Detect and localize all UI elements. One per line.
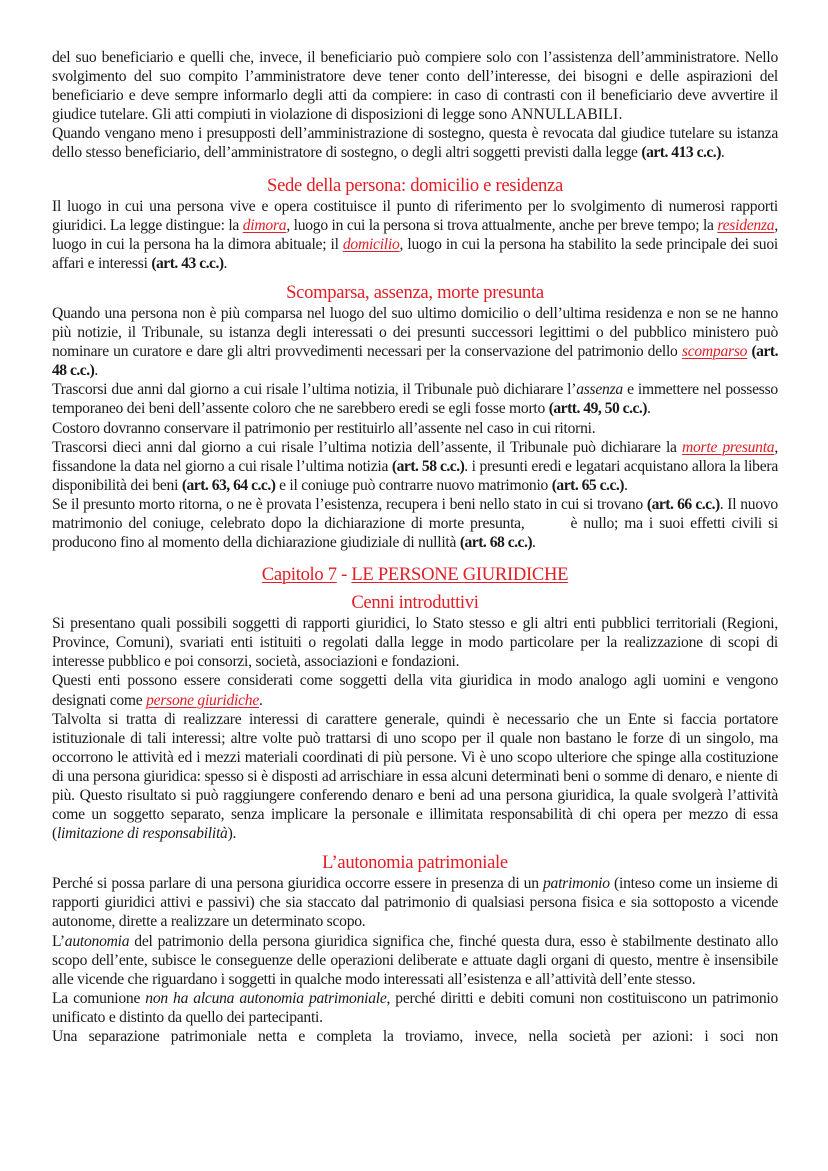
section-heading-scomparsa: Scomparsa, assenza, morte presunta: [286, 281, 544, 303]
text: e il coniuge può contrarre nuovo matrimonio: [275, 476, 552, 494]
paragraph: [52, 380, 778, 418]
term-link-persone-giuridiche[interactable]: persone giuridiche: [146, 691, 259, 709]
text: Una separazione patrimoniale netta e completa la troviamo, invece, nella società per azioni: i soci non: [52, 1028, 778, 1046]
spacer: [52, 843, 778, 852]
text: Questi enti possono essere considerati come soggetti della vita giuridica in modo analogo agli uomini e vengono designati come: [52, 672, 778, 709]
text: .: [259, 691, 263, 709]
emphasis: non ha alcuna autonomia patrimoniale: [145, 989, 387, 1007]
text: .: [623, 476, 628, 494]
text: .: [720, 144, 725, 162]
text: Quando una persona non è più comparsa nel luogo del suo ultimo domicilio o dell’ultima residenza e non se ne hanno più notizie, il Tribunale, su istanza degli interessati o dei presunti successori legittimi o del pubblico ministero può nominare un curatore e dare gli altri provvedimenti necessari per la conservazione del patrimonio dello: [52, 304, 778, 361]
chapter-name: LE PERSONE GIURIDICHE: [351, 564, 569, 586]
text: , luogo in cui la persona ha stabilito la sede principale dei suoi affari e interessi: [52, 235, 778, 272]
paragraph: [52, 304, 778, 380]
text: (inteso come un insieme di rapporti giuridici attivi e passivi) che sia staccato dal patrimonio di qualsiasi persona fisica e sia sottoposto a vicende autonome, dirette a realizzare un determinato scopo.: [52, 875, 778, 931]
article-reference: (art. 58 c.c.): [391, 457, 465, 475]
paragraph: [52, 495, 778, 552]
document-page: [52, 48, 778, 1046]
text: del suo beneficiario e quelli che, invece, il beneficiario può compiere solo con l’assistenza dell’amministratore. Nello svolgimento del suo compito l’amministratore deve tener conto dell’interesse, dei bisogni e delle aspirazioni del beneficiario e deve sempre informarlo degli atti da compiere: in caso di contrasti con il beneficiario deve avvertire il giudice tutelare. Gli atti compiuti in violazione di disposizioni di legge sono: [52, 49, 778, 124]
text: Perché si possa parlare di una persona giuridica occorre essere in presenza di un: [52, 875, 543, 893]
chapter-label: Capitolo 7: [261, 564, 337, 586]
text: .: [94, 362, 98, 380]
paragraph: [52, 614, 778, 671]
article-reference: (art. 48 c.c.): [52, 343, 778, 380]
term-link-domicilio[interactable]: domicilio: [342, 235, 400, 253]
chapter-separator: -: [336, 564, 352, 586]
paragraph: [52, 932, 778, 989]
text: è nullo; ma i suoi effetti civili si producono fino al momento della dichiarazione giudiziale di nullità: [52, 514, 778, 552]
paragraph: [52, 197, 778, 273]
text: L’: [52, 932, 65, 950]
text: ).: [227, 825, 237, 843]
text: , luogo in cui la persona si trova attualmente, anche per breve tempo; la: [286, 216, 718, 234]
article-reference: (art. 66 c.c.): [646, 495, 720, 513]
text: Talvolta si tratta di realizzare interessi di carattere generale, quindi è necessario che un Ente si faccia portatore istituzionale di tali interessi; altre volte può trattarsi di uno scopo per il quale non bastano le forze di un singolo, ma occorrono le attività ed i mezzi materiali coordinati di più persone. Vi è uno scopo ulteriore che spinge alla costituzione di una persona giuridica: spesso si è disposti ad arrischiare in essa alcuni determinati beni o somme di denaro, e niente di più. Questo risultato si può raggiungere conferendo denaro e beni ad una persona giuridica, la quale svolgerà l’attività come un soggetto separato, senza implicare la personale e illimitata responsabilità di chi opera per mezzo di essa (: [52, 710, 778, 843]
term-link-residenza[interactable]: residenza: [717, 216, 775, 234]
section-heading-cenni: Cenni introduttivi: [351, 592, 479, 614]
term-link-morte-presunta[interactable]: morte presunta: [681, 438, 775, 456]
paragraph: [52, 671, 778, 709]
article-reference: (art. 43 c.c.): [151, 254, 224, 272]
text: Trascorsi dieci anni dal giorno a cui risale l’ultima notizia dell’assente, il Tribunale può dichiarare la: [52, 438, 682, 456]
text: La comunione: [52, 989, 146, 1007]
paragraph: [52, 438, 778, 495]
paragraph: [52, 1027, 778, 1046]
paragraph: [52, 124, 778, 162]
term-link-scomparso[interactable]: scomparso: [681, 343, 748, 361]
text: .: [647, 400, 651, 418]
spacer: [52, 273, 778, 282]
emphasis: patrimonio: [543, 875, 610, 893]
text: Costoro dovranno conservare il patrimonio per restituirlo all’assente nel caso in cui ritorni.: [52, 419, 596, 437]
text: , perché diritti e debiti comuni non costituiscono un patrimonio unificato e distinto da quello dei partecipanti.: [52, 989, 778, 1026]
article-reference: (art. 65 c.c.): [551, 476, 624, 494]
article-reference: (art. 63, 64 c.c.): [181, 476, 276, 494]
emphasis: assenza: [576, 381, 623, 399]
paragraph: [52, 48, 778, 124]
text: .: [618, 106, 623, 124]
text: Quando vengano meno i presupposti dell’amministrazione di sostegno, questa è revocata dal giudice tutelare su istanza dello stesso beneficiario, dell’amministratore di sostegno, o degli altri soggetti previsti dalla legge: [52, 125, 778, 162]
article-reference: (art. 68 c.c.): [459, 534, 533, 552]
text: .: [223, 254, 228, 272]
emphasis-caps: ANNULLABILI: [510, 106, 619, 124]
article-reference: (art. 413 c.c.): [641, 144, 721, 162]
text: Il luogo in cui una persona vive e opera costituisce il punto di riferimento per lo svolgimento di numerosi rapporti giuridici. La legge distingue: la: [52, 197, 778, 234]
paragraph: [52, 989, 778, 1027]
section-heading-autonomia: L’autonomia patrimoniale: [322, 852, 508, 874]
text: , fissandone la data nel giorno a cui risale l’ultima notizia: [52, 438, 779, 475]
paragraph: [52, 419, 778, 438]
term-link-dimora[interactable]: dimora: [242, 216, 287, 234]
article-reference: (artt. 49, 50 c.c.): [548, 400, 647, 418]
emphasis: autonomia: [64, 932, 130, 950]
paragraph: [52, 874, 778, 931]
text: Trascorsi due anni dal giorno a cui risale l’ultima notizia, il Tribunale può dichiarare l’: [52, 381, 577, 399]
spacer: [52, 163, 778, 175]
text: . Il nuovo matrimonio del coniuge, celebrato dopo la dichiarazione di morte presunta,: [52, 495, 778, 532]
text: . i presunti eredi e legatari acquistano allora la libera disponibilità dei beni: [52, 457, 779, 494]
emphasis: limitazione di responsabilità: [56, 825, 228, 843]
spacer: [52, 552, 778, 564]
text: e immettere nel possesso temporaneo dei beni dell’assente coloro che ne sarebbero eredi se egli fosse morto: [52, 381, 778, 418]
section-heading-sede: Sede della persona: domicilio e residenza: [267, 174, 563, 196]
text: del patrimonio della persona giuridica significa che, finché questa dura, esso è stabilmente destinato allo scopo dell’ente, subisce le conseguenze delle operazioni deliberate e attuate dagli organi di questo, mentre è insensibile alle vicende che riguardano i soggetti in qualche modo interessati all’esistenza e all’attività dell’ente stesso.: [52, 932, 778, 988]
text: Se il presunto morto ritorna, o ne è provata l’esistenza, recupera i beni nello stato in cui si trovano: [52, 495, 647, 513]
paragraph: [52, 710, 778, 844]
chapter-title: [52, 564, 778, 586]
text: , luogo in cui la persona ha la dimora abituale; il: [52, 216, 778, 253]
text: .: [532, 534, 536, 552]
text: Si presentano quali possibili soggetti di rapporti giuridici, lo Stato stesso e gli altri enti pubblici territoriali (Regioni, Province, Comuni), svariati enti istituiti o regolati dalla legge in modo particolare per la realizzazione di scopi di interesse pubblico e poi consorzi, società, associazioni e fondazioni.: [52, 615, 778, 671]
